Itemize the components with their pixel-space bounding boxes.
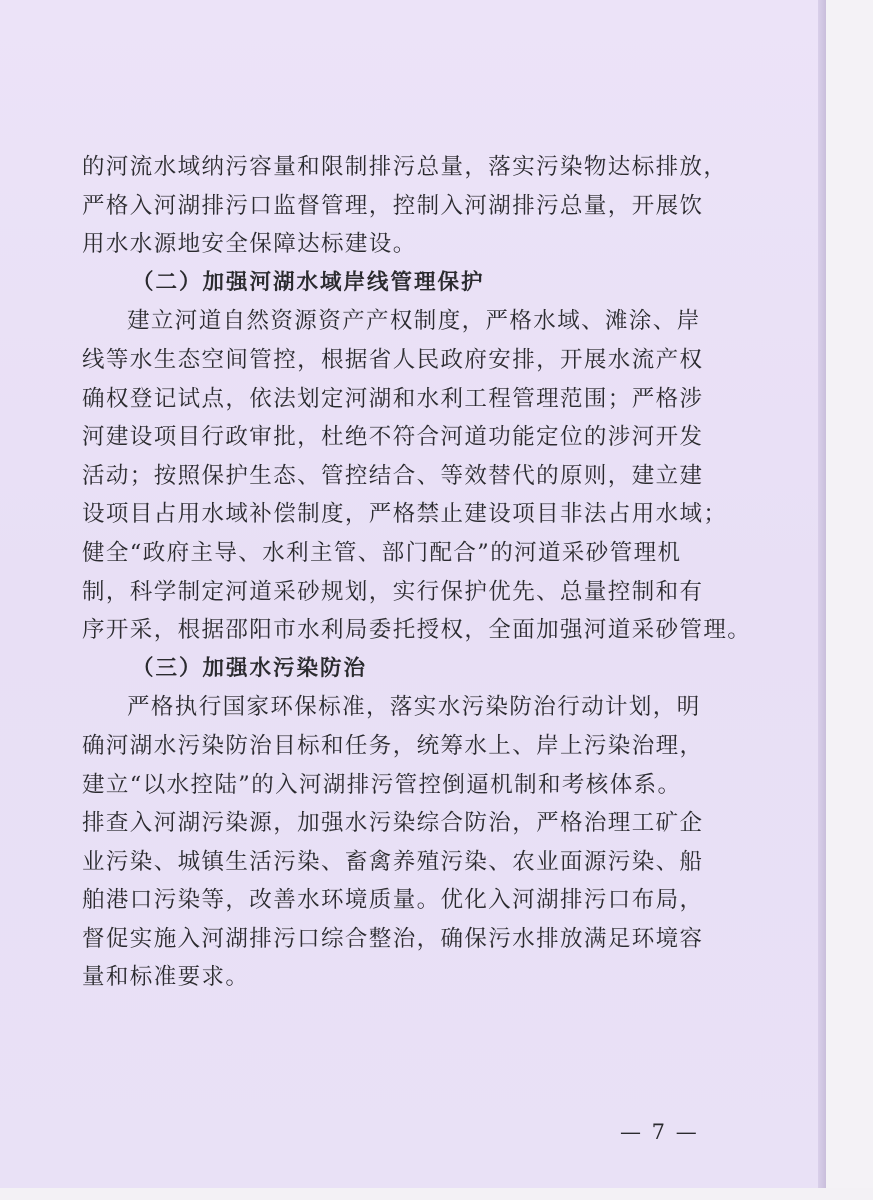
body-line-15: 严格执行国家环保标准，落实水污染防治行动计划，明 (127, 694, 701, 721)
body-line-18: 排查入河湖污染源，加强水污染综合防治，严格治理工矿企 (82, 810, 704, 837)
body-line-20: 舶港口污染等，改善水环境质量。优化入河湖排污口布局， (82, 887, 704, 914)
page-edge-shadow (818, 0, 826, 1190)
body-line-1: 的河流水域纳污容量和限制排污总量，落实污染物达标排放， (82, 154, 728, 180)
body-line-19: 业污染、城镇生活污染、畜禽养殖污染、农业面源污染、船 (82, 848, 704, 875)
body-line-12: 制，科学制定河道采砂规划，实行保护优先、总量控制和有 (82, 578, 704, 605)
body-line-2: 严格入河湖排污口监督管理，控制入河湖排污总量，开展饮 (82, 192, 704, 219)
body-line-3: 用水水源地安全保障达标建设。 (82, 231, 417, 258)
section-heading-3: （三）加强水污染防治 (132, 655, 368, 681)
body-line-13: 序开采，根据邵阳市水利局委托授权，全面加强河道采砂管理。 (82, 617, 752, 644)
body-line-16: 确河湖水污染防治目标和任务，统筹水上、岸上污染治理， (82, 732, 704, 759)
section-heading-2: （二）加强河湖水域岸线管理保护 (132, 269, 485, 295)
scanner-bed-right (826, 0, 873, 1200)
body-line-8: 河建设项目行政审批，杜绝不符合河道功能定位的涉河开发 (82, 424, 704, 451)
body-line-11: 健全“政府主导、水利主管、部门配合”的河道采砂管理机 (82, 539, 682, 566)
body-line-6: 线等水生态空间管控，根据省人民政府安排，开展水流产权 (82, 346, 704, 373)
body-line-5: 建立河道自然资源资产产权制度，严格水域、滩涂、岸 (127, 308, 701, 335)
scanner-bed-bottom (0, 1188, 873, 1200)
body-line-9: 活动；按照保护生态、管控结合、等效替代的原则，建立建 (82, 462, 704, 489)
page-number: — 7 — (620, 1120, 699, 1144)
body-line-22: 量和标准要求。 (82, 964, 250, 991)
body-line-7: 确权登记试点，依法划定河湖和水利工程管理范围；严格涉 (82, 385, 704, 412)
body-line-10: 设项目占用水域补偿制度，严格禁止建设项目非法占用水域； (82, 501, 728, 528)
body-line-17: 建立“以水控陆”的入河湖排污管控倒逼机制和考核体系。 (82, 771, 682, 798)
body-line-21: 督促实施入河湖排污口综合整治，确保污水排放满足环境容 (82, 925, 704, 952)
document-body (82, 148, 752, 997)
